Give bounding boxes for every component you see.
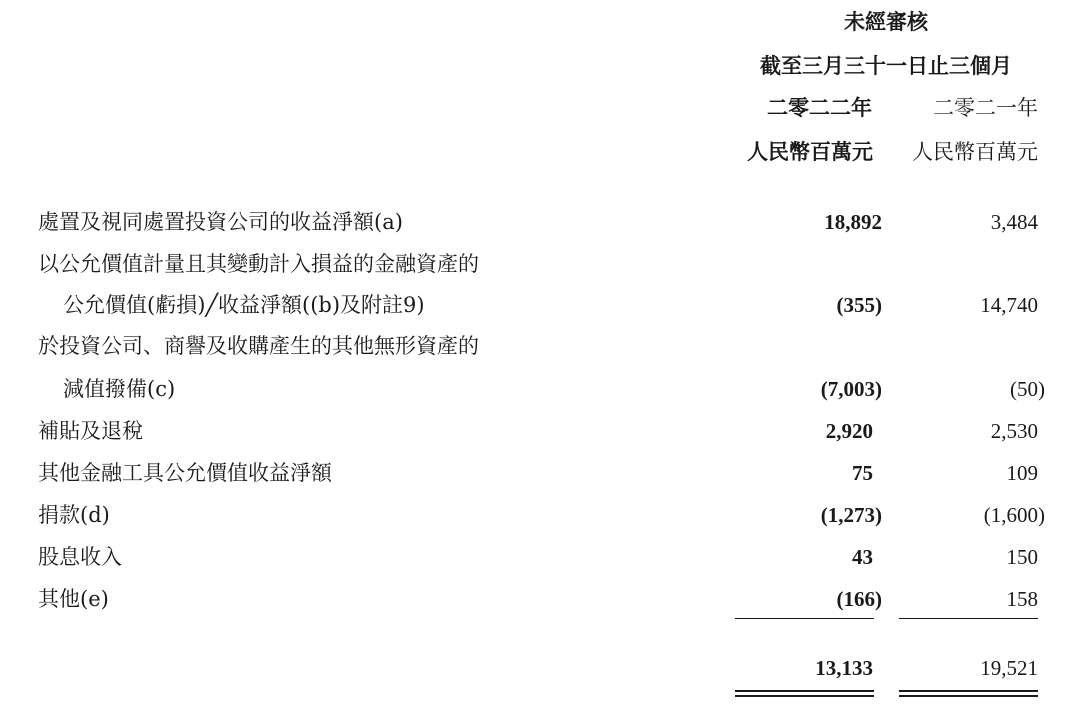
audit-status-heading: 未經審核 [844, 10, 928, 34]
row-label: 減值撥備(c) [63, 377, 176, 401]
table-row [0, 587, 1080, 617]
row-label: 補貼及退稅 [38, 419, 143, 443]
value-current: (1,273) [820, 503, 882, 527]
unit-current-heading: 人民幣百萬元 [747, 140, 873, 164]
total-prior: 19,521 [980, 656, 1038, 680]
total-double-rule-current-top [735, 690, 874, 692]
value-current: 75 [852, 461, 873, 485]
subtotal-rule-current [735, 618, 874, 619]
table-row [0, 461, 1080, 491]
value-current: 2,920 [825, 419, 873, 443]
table-row [0, 377, 1080, 407]
value-prior: 158 [1006, 587, 1038, 611]
total-double-rule-prior-bottom [899, 695, 1038, 697]
table-row [0, 334, 1080, 364]
year-prior-heading: 二零二一年 [933, 96, 1038, 120]
value-current: (166) [836, 587, 882, 611]
table-row [0, 210, 1080, 240]
table-row [0, 545, 1080, 575]
unit-prior-heading: 人民幣百萬元 [912, 140, 1038, 164]
row-label: 股息收入 [38, 545, 122, 569]
total-double-rule-current-bottom [735, 695, 874, 697]
value-current: (7,003) [820, 377, 882, 401]
table-row [0, 419, 1080, 449]
row-label: 以公允價值計量且其變動計入損益的金融資產的 [38, 252, 479, 276]
period-heading: 截至三月三十一日止三個月 [760, 54, 1012, 78]
row-label: 其他金融工具公允價值收益淨額 [38, 461, 332, 485]
row-label: 公允價值(虧損)╱收益淨額((b)及附註9) [63, 293, 425, 317]
value-prior: 109 [1006, 461, 1038, 485]
value-prior: 2,530 [990, 419, 1038, 443]
table-row [0, 293, 1080, 323]
value-current: (355) [836, 293, 882, 317]
row-label: 處置及視同處置投資公司的收益淨額(a) [38, 210, 403, 234]
value-prior: 3,484 [990, 210, 1038, 234]
table-row [0, 503, 1080, 533]
year-current-heading: 二零二二年 [767, 96, 872, 120]
value-prior: 150 [1006, 545, 1038, 569]
subtotal-rule-prior [899, 618, 1038, 619]
table-row [0, 252, 1080, 282]
total-double-rule-prior-top [899, 690, 1038, 692]
total-row [0, 656, 1080, 686]
value-prior: (1,600) [983, 503, 1045, 527]
value-current: 43 [852, 545, 873, 569]
total-current: 13,133 [815, 656, 873, 680]
value-prior: (50) [1010, 377, 1045, 401]
row-label: 捐款(d) [38, 503, 110, 527]
value-prior: 14,740 [980, 293, 1038, 317]
value-current: 18,892 [824, 210, 882, 234]
row-label: 其他(e) [38, 587, 109, 611]
row-label: 於投資公司、商譽及收購產生的其他無形資產的 [38, 334, 479, 358]
